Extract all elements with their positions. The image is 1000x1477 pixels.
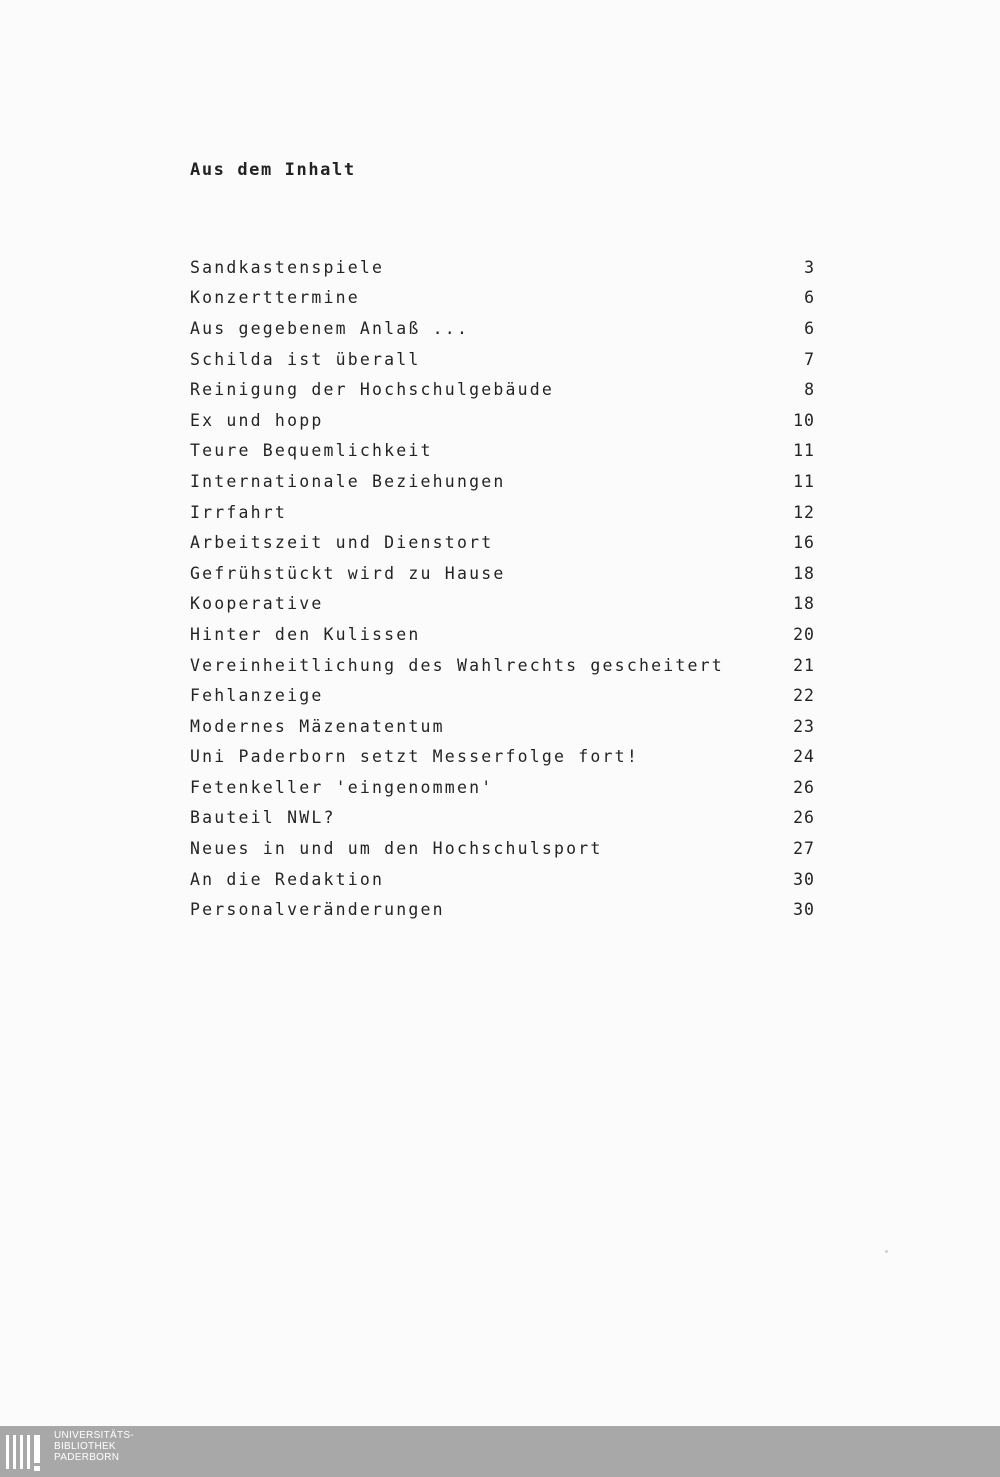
toc-entry-page: 11 <box>793 471 815 491</box>
toc-entry <box>190 374 815 405</box>
toc-entry-page: 23 <box>793 716 815 736</box>
library-name-line: UNIVERSITÄTS- <box>54 1430 135 1441</box>
toc-entry <box>190 864 815 895</box>
toc-entry <box>190 344 815 375</box>
toc-entry-page: 21 <box>793 655 815 675</box>
toc-entry-title: Modernes Mäzenatentum <box>190 716 445 736</box>
library-logo-icon <box>4 1430 50 1474</box>
toc-entry <box>190 313 815 344</box>
toc-entry <box>190 619 815 650</box>
toc-entry <box>190 833 815 864</box>
toc-entry-page: 18 <box>793 563 815 583</box>
library-name <box>54 1430 134 1463</box>
toc-entry <box>190 650 815 681</box>
toc-entry-page: 20 <box>793 624 815 644</box>
toc-entry <box>190 466 815 497</box>
toc-entry-title: Gefrühstückt wird zu Hause <box>190 563 506 583</box>
toc-entry-page: 11 <box>793 441 815 461</box>
toc-entry-page: 18 <box>793 594 815 614</box>
toc-entry <box>190 894 815 925</box>
toc-entry-title: Reinigung der Hochschulgebäude <box>190 380 555 400</box>
toc-entry-title: Neues in und um den Hochschulsport <box>190 839 603 859</box>
toc-entry <box>190 742 815 773</box>
toc-entry-title: Fetenkeller 'eingenommen' <box>190 777 494 797</box>
toc-entry <box>190 558 815 589</box>
toc-entry-title: Vereinheitlichung des Wahlrechts gescheitert <box>190 655 724 675</box>
toc-entry-page: 3 <box>804 257 815 277</box>
toc-entry-page: 27 <box>793 839 815 859</box>
toc-entry-title: Arbeitszeit und Dienstort <box>190 533 494 553</box>
toc-entry <box>190 803 815 834</box>
toc-entry-title: Schilda ist überall <box>190 349 421 369</box>
toc-entry-page: 16 <box>793 533 815 553</box>
toc-entry-page: 30 <box>793 900 815 920</box>
library-name-line: PADERBORN <box>54 1452 120 1463</box>
toc-entry <box>190 252 815 283</box>
library-name-line: BIBLIOTHEK <box>54 1441 116 1452</box>
toc-entry-page: 6 <box>804 318 815 338</box>
page-title: Aus dem Inhalt <box>190 160 356 180</box>
toc-entry-title: Hinter den Kulissen <box>190 624 421 644</box>
toc-entry <box>190 680 815 711</box>
toc-entry-title: Konzerttermine <box>190 288 360 308</box>
toc-entry <box>190 405 815 436</box>
toc-entry-title: Personalveränderungen <box>190 900 445 920</box>
toc-entry-page: 7 <box>804 349 815 369</box>
toc-entry <box>190 283 815 314</box>
toc-entry-page: 8 <box>804 380 815 400</box>
toc-entry-title: Kooperative <box>190 594 324 614</box>
toc-entry-title: Teure Bequemlichkeit <box>190 441 433 461</box>
toc-entry <box>190 772 815 803</box>
toc-entry <box>190 711 815 742</box>
toc-entry-page: 30 <box>793 869 815 889</box>
table-of-contents <box>190 252 815 925</box>
toc-entry-page: 24 <box>793 747 815 767</box>
toc-entry-title: Ex und hopp <box>190 410 324 430</box>
paper-speck <box>885 1250 888 1253</box>
toc-entry-page: 12 <box>793 502 815 522</box>
toc-entry <box>190 527 815 558</box>
toc-entry <box>190 589 815 620</box>
library-footer-bar <box>0 1426 1000 1477</box>
toc-entry-title: Bauteil NWL? <box>190 808 336 828</box>
toc-entry-title: Fehlanzeige <box>190 686 324 706</box>
toc-entry-title: Sandkastenspiele <box>190 257 385 277</box>
toc-entry-page: 22 <box>793 686 815 706</box>
toc-entry-title: Irrfahrt <box>190 502 288 522</box>
toc-entry-page: 26 <box>793 777 815 797</box>
toc-entry <box>190 436 815 467</box>
toc-entry-title: Uni Paderborn setzt Messerfolge fort! <box>190 747 639 767</box>
toc-entry-page: 10 <box>793 410 815 430</box>
toc-entry-title: Aus gegebenem Anlaß ... <box>190 318 470 338</box>
toc-entry-page: 6 <box>804 288 815 308</box>
toc-entry-title: Internationale Beziehungen <box>190 471 506 491</box>
toc-entry <box>190 497 815 528</box>
toc-entry-title: An die Redaktion <box>190 869 385 889</box>
toc-entry-page: 26 <box>793 808 815 828</box>
